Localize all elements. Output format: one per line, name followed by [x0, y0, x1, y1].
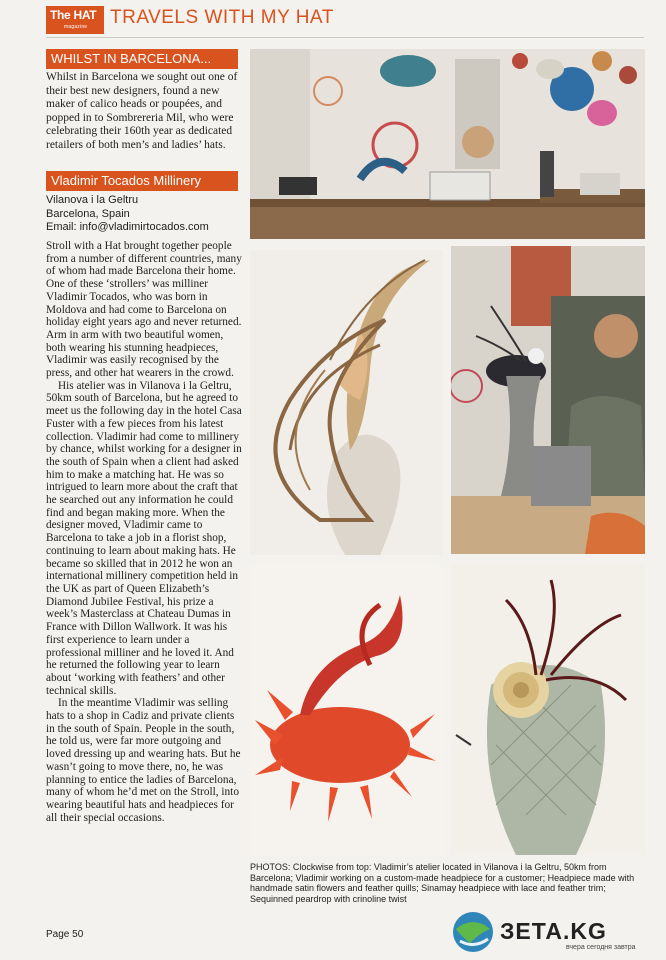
watermark-text: ЗЕТА.KG: [500, 918, 607, 944]
article-paragraph-3: In the meantime Vladimir was selling hats to a shop in Cadiz and private clients in the south of Spain. People in the south, he told us, were far more outgoing and loved dressing up and wearing hats. But he wasn’t going to move there, no, he was planning to entice the ladies of Barcelona, many of whom he’d met on the Stroll, into wearing beautiful hats and headpieces for all their special occasions.: [46, 697, 241, 824]
address-line-1: Vilanova i la Geltru: [46, 194, 139, 206]
logo-sub-text: magazine: [64, 24, 88, 30]
satin-flower-illustration: [451, 565, 645, 855]
article-paragraph-1: Stroll with a Hat brought together people from a number of different countries, many of whom had made Barcelona their home. One of these ‘strollers’ was milliner Vladimir Tocados, who was born in Moldova and had come to Barcelona on holiday eight years ago and never returned. Arm in arm with two beautiful women, both wearing his stunning headpieces, Vladimir was easily recognised by the press, and other hat wearers in the crowd.: [46, 240, 242, 380]
article-paragraph-2: His atelier was in Vilanova i la Geltru, 50km south of Barcelona, but he agreed to meet us the following day in the hotel Casa Fuster with a few pieces from his latest collection. Vladimir had come to millinery by chance, whilst working for a designer in the south of Spain when a client had asked him to make a matching hat. He was so intrigued to learn more about the craft that he searched out any information he could find and began making more. When the designer moved, Vladimir came to Barcelona to take a job in a florist shop, continuing to learn about making hats. He became so skilled that in 2012 he won an international millinery competition held in the UK as part of Queen Elizabeth’s Diamond Jubilee Festival, his prize a week’s Masterclass at Chateau Dumas in France with Dillon Wallwork. It was his first experience to learn under a professional milliner and he loved it. And he returned the following year to learn about ‘working with feathers’ and other technical skills.: [46, 379, 242, 697]
page-title: TRAVELS WITH MY HAT: [110, 7, 334, 28]
email-line: Email: info@vladimirtocados.com: [46, 221, 209, 233]
magazine-logo: [46, 6, 104, 34]
photo-satin-flower-headpiece: [451, 565, 645, 855]
intro-paragraph: Whilst in Barcelona we sought out one of their best new designers, found a new maker of calico heads or poupées, and popped in to Sombrereria Mil, who were celebrating their 160th year as dedicated retailers of both men’s and ladies’ hats.: [46, 71, 238, 151]
section-heading-vladimir: Vladimir Tocados Millinery: [46, 171, 238, 191]
photo-atelier: [250, 49, 645, 239]
section-heading-barcelona: WHILST IN BARCELONA...: [46, 49, 238, 69]
site-watermark: [448, 905, 662, 957]
globe-icon: [448, 907, 498, 957]
page-number: Page 50: [46, 929, 84, 940]
photo-vladimir-working: [451, 246, 645, 554]
header-divider: [46, 37, 644, 38]
photo-red-quill-headpiece: [250, 565, 443, 855]
address-line-2: Barcelona, Spain: [46, 207, 130, 220]
red-quill-illustration: [250, 565, 443, 855]
logo-main-text: The HAT: [50, 8, 97, 22]
vladimir-illustration: [451, 246, 645, 554]
watermark-subtitle: вчера сегодня завтра: [566, 944, 636, 951]
photo-sinamay-headpiece: [250, 250, 443, 555]
article-body: [46, 240, 242, 824]
atelier-illustration: [250, 49, 645, 239]
contact-block: [46, 194, 240, 235]
photo-caption: PHOTOS: Clockwise from top: Vladimir’s atelier located in Vilanova i la Geltru, 50km from Barcelona; Vladimir working on a custom-made headpiece for a customer; Headpiece made with handmade satin flowers and feather quills; Sinamay headpiece with lace and feather trim; Sequinned peardrop with crinoline twist: [250, 862, 635, 904]
sinamay-illustration: [250, 250, 443, 555]
